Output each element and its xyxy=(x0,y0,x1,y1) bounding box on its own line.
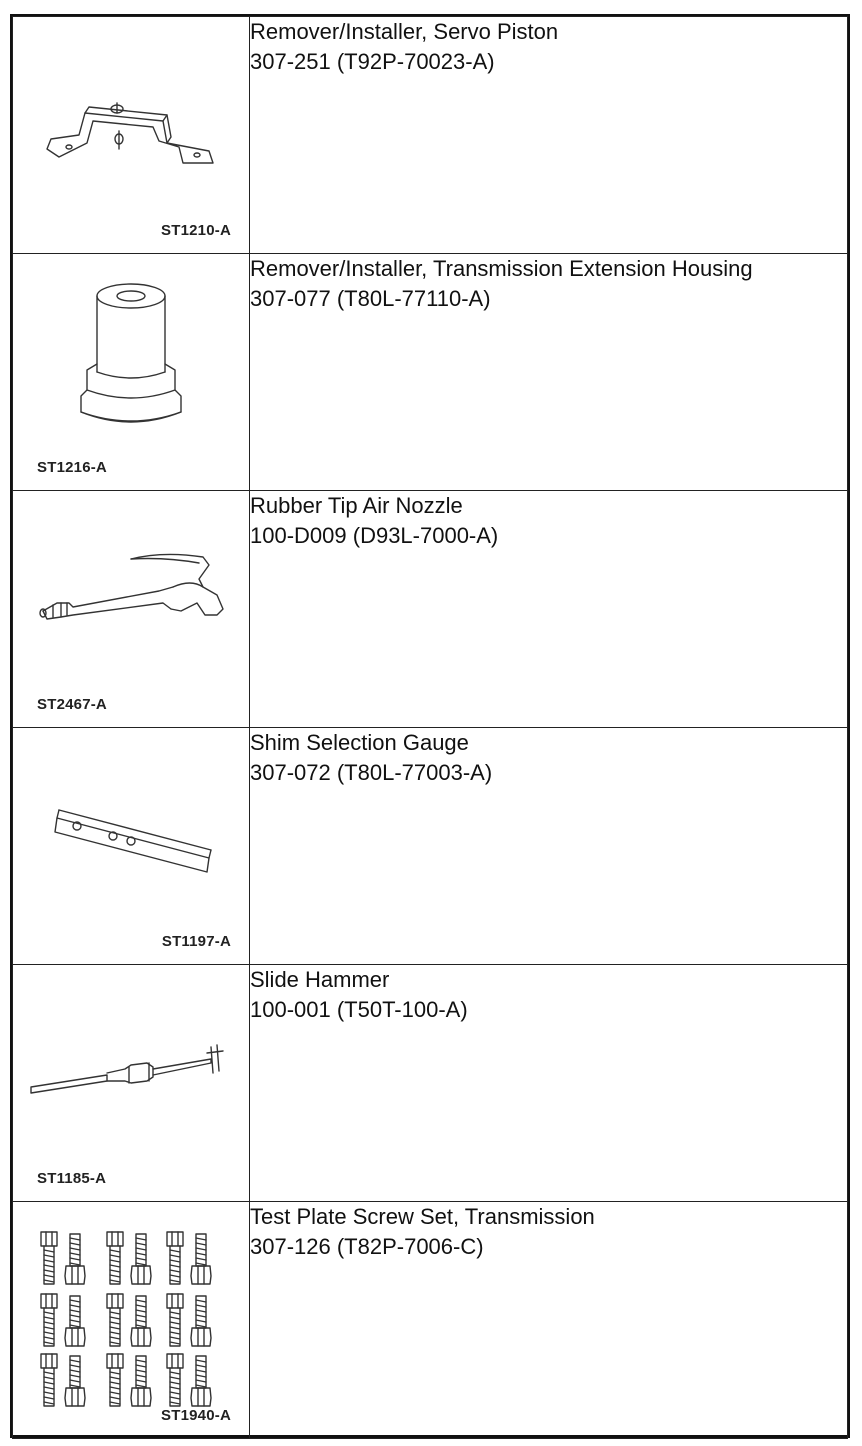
screw-shape xyxy=(70,1385,80,1387)
image-code: ST2467-A xyxy=(37,696,107,713)
screw-shape xyxy=(131,1266,151,1284)
screw-shape xyxy=(131,1388,151,1406)
screw-shape xyxy=(110,1387,120,1389)
screw-shape xyxy=(170,1377,180,1379)
screw-shape xyxy=(70,1325,80,1327)
screw-shape xyxy=(196,1243,206,1245)
slide-hammer-icon xyxy=(13,965,249,1201)
air-nozzle-icon xyxy=(13,491,249,727)
screw-shape xyxy=(170,1382,180,1384)
screw-shape xyxy=(136,1325,146,1327)
tool-part-number: 307-077 (T80L-77110-A) xyxy=(250,286,491,311)
table-row xyxy=(13,254,848,491)
screw-shape xyxy=(196,1238,206,1240)
screw-shape xyxy=(167,1354,183,1368)
image-code: ST1210-A xyxy=(161,222,231,239)
screw-shape xyxy=(196,1325,206,1327)
screw-set-icon xyxy=(13,1202,249,1438)
screw-shape xyxy=(196,1310,206,1312)
screw-shape xyxy=(136,1370,146,1372)
screw-shape xyxy=(110,1260,120,1262)
tool-name: Rubber Tip Air Nozzle xyxy=(250,493,463,518)
screw-shape xyxy=(136,1258,146,1260)
screw-shape xyxy=(44,1327,54,1329)
screw-shape xyxy=(136,1263,146,1265)
screw-shape xyxy=(170,1255,180,1257)
screw-shape xyxy=(44,1265,54,1267)
servo-piston-tool-icon xyxy=(13,17,249,253)
screw-shape xyxy=(110,1250,120,1252)
screw-shape xyxy=(44,1402,54,1404)
screw-shape xyxy=(170,1337,180,1339)
image-code: ST1185-A xyxy=(37,1170,107,1187)
screw-shape xyxy=(170,1332,180,1334)
tool-description-cell xyxy=(250,17,848,254)
screw-shape xyxy=(44,1392,54,1394)
screw-shape xyxy=(44,1280,54,1282)
screw-shape xyxy=(110,1317,120,1319)
screw-shape xyxy=(44,1377,54,1379)
screw-shape xyxy=(170,1342,180,1344)
screw-shape xyxy=(44,1337,54,1339)
tool-illustration-cell xyxy=(13,728,250,965)
screw-shape xyxy=(44,1250,54,1252)
screw-shape xyxy=(136,1360,146,1362)
screw-shape xyxy=(44,1260,54,1262)
screw-shape xyxy=(170,1317,180,1319)
screw-shape xyxy=(131,1328,151,1346)
table-row xyxy=(13,965,848,1202)
screw-shape xyxy=(70,1238,80,1240)
screw-shape xyxy=(107,1294,123,1308)
screw-shape xyxy=(196,1248,206,1250)
screw-shape xyxy=(170,1275,180,1277)
screw-shape xyxy=(110,1402,120,1404)
screw-shape xyxy=(136,1385,146,1387)
screw-shape xyxy=(44,1372,54,1374)
table-row xyxy=(13,491,848,728)
screw-shape xyxy=(70,1375,80,1377)
tool-description-cell xyxy=(250,491,848,728)
tool-part-number: 100-D009 (D93L-7000-A) xyxy=(250,523,499,548)
screw-shape xyxy=(107,1354,123,1368)
screw-shape xyxy=(136,1320,146,1322)
tool-part-number: 100-001 (T50T-100-A) xyxy=(250,997,468,1022)
screw-shape xyxy=(170,1312,180,1314)
table-row xyxy=(13,1202,848,1439)
screw-shape xyxy=(136,1375,146,1377)
screw-shape xyxy=(110,1270,120,1272)
screw-shape xyxy=(167,1232,183,1246)
tool-name: Remover/Installer, Servo Piston xyxy=(250,19,559,44)
screw-shape xyxy=(196,1360,206,1362)
screw-shape xyxy=(44,1332,54,1334)
screw-shape xyxy=(70,1248,80,1250)
screw-shape xyxy=(110,1337,120,1339)
screw-shape xyxy=(136,1253,146,1255)
tool-name: Remover/Installer, Transmission Extension Housing xyxy=(250,256,753,281)
screw-shape xyxy=(136,1300,146,1302)
tool-illustration-cell xyxy=(13,1202,250,1439)
screw-shape xyxy=(136,1238,146,1240)
screw-shape xyxy=(196,1375,206,1377)
screw-shape xyxy=(44,1322,54,1324)
screw-shape xyxy=(70,1315,80,1317)
screw-shape xyxy=(65,1266,85,1284)
screw-shape xyxy=(110,1342,120,1344)
screw-shape xyxy=(136,1305,146,1307)
screw-shape xyxy=(70,1370,80,1372)
tool-illustration-cell xyxy=(13,254,250,491)
screw-shape xyxy=(70,1258,80,1260)
screw-shape xyxy=(44,1270,54,1272)
tool-name: Test Plate Screw Set, Transmission xyxy=(250,1204,595,1229)
tool-illustration-cell xyxy=(13,17,250,254)
screw-shape xyxy=(196,1253,206,1255)
screw-shape xyxy=(196,1300,206,1302)
screw-shape xyxy=(136,1315,146,1317)
tool-illustration-cell xyxy=(13,491,250,728)
screw-shape xyxy=(196,1380,206,1382)
screw-shape xyxy=(65,1388,85,1406)
screw-shape xyxy=(170,1402,180,1404)
screw-shape xyxy=(170,1397,180,1399)
screw-shape xyxy=(136,1380,146,1382)
tool-name: Slide Hammer xyxy=(250,967,390,992)
tool-part-number: 307-251 (T92P-70023-A) xyxy=(250,49,495,74)
tool-description-cell xyxy=(250,728,848,965)
screw-shape xyxy=(167,1294,183,1308)
tool-description-cell xyxy=(250,965,848,1202)
screw-shape xyxy=(170,1280,180,1282)
screw-shape xyxy=(110,1265,120,1267)
screw-shape xyxy=(110,1275,120,1277)
screw-shape xyxy=(65,1328,85,1346)
table-row xyxy=(13,17,848,254)
screw-shape xyxy=(70,1365,80,1367)
screw-shape xyxy=(44,1397,54,1399)
screw-shape xyxy=(170,1260,180,1262)
screw-shape xyxy=(110,1397,120,1399)
screw-shape xyxy=(70,1243,80,1245)
screw-shape xyxy=(170,1322,180,1324)
screw-shape xyxy=(196,1385,206,1387)
screw-shape xyxy=(170,1250,180,1252)
screw-shape xyxy=(170,1372,180,1374)
screw-shape xyxy=(44,1387,54,1389)
screw-shape xyxy=(196,1258,206,1260)
screw-shape xyxy=(41,1232,57,1246)
screw-shape xyxy=(196,1365,206,1367)
screw-shape xyxy=(110,1377,120,1379)
image-code: ST1940-A xyxy=(161,1407,231,1424)
tool-description-cell xyxy=(250,1202,848,1439)
screw-shape xyxy=(41,1354,57,1368)
screw-shape xyxy=(136,1248,146,1250)
screw-shape xyxy=(44,1312,54,1314)
screw-shape xyxy=(70,1253,80,1255)
screw-shape xyxy=(191,1266,211,1284)
screw-shape xyxy=(110,1322,120,1324)
screw-shape xyxy=(44,1342,54,1344)
screw-shape xyxy=(170,1387,180,1389)
image-code: ST1197-A xyxy=(161,933,231,950)
screw-shape xyxy=(110,1392,120,1394)
tool-illustration-cell xyxy=(13,965,250,1202)
screw-shape xyxy=(44,1255,54,1257)
screw-shape xyxy=(196,1263,206,1265)
screw-shape xyxy=(170,1392,180,1394)
screw-shape xyxy=(44,1317,54,1319)
tool-description-cell xyxy=(250,254,848,491)
screw-shape xyxy=(70,1263,80,1265)
screw-shape xyxy=(44,1382,54,1384)
screw-shape xyxy=(170,1327,180,1329)
screw-shape xyxy=(136,1365,146,1367)
screw-shape xyxy=(136,1243,146,1245)
screw-shape xyxy=(110,1332,120,1334)
screw-shape xyxy=(70,1320,80,1322)
image-code: ST1216-A xyxy=(37,459,107,476)
screw-shape xyxy=(41,1294,57,1308)
screw-shape xyxy=(70,1305,80,1307)
screw-shape xyxy=(196,1305,206,1307)
screw-shape xyxy=(110,1372,120,1374)
screw-shape xyxy=(70,1310,80,1312)
screw-shape xyxy=(70,1300,80,1302)
screw-shape xyxy=(170,1265,180,1267)
tool-name: Shim Selection Gauge xyxy=(250,730,469,755)
special-tools-table xyxy=(12,16,848,1439)
screw-shape xyxy=(196,1315,206,1317)
tool-part-number: 307-126 (T82P-7006-C) xyxy=(250,1234,484,1259)
screw-shape xyxy=(170,1270,180,1272)
table-row xyxy=(13,728,848,965)
screw-shape xyxy=(107,1232,123,1246)
shim-gauge-icon xyxy=(13,728,249,964)
extension-housing-tool-icon xyxy=(13,254,249,490)
screw-shape xyxy=(44,1275,54,1277)
screw-shape xyxy=(196,1370,206,1372)
screw-shape xyxy=(110,1382,120,1384)
screw-shape xyxy=(191,1328,211,1346)
screw-shape xyxy=(196,1320,206,1322)
screw-shape xyxy=(136,1310,146,1312)
screw-shape xyxy=(110,1327,120,1329)
screw-shape xyxy=(70,1360,80,1362)
screw-shape xyxy=(110,1312,120,1314)
screw-shape xyxy=(110,1280,120,1282)
tool-part-number: 307-072 (T80L-77003-A) xyxy=(250,760,493,785)
screw-shape xyxy=(70,1380,80,1382)
screw-shape xyxy=(191,1388,211,1406)
screw-shape xyxy=(110,1255,120,1257)
